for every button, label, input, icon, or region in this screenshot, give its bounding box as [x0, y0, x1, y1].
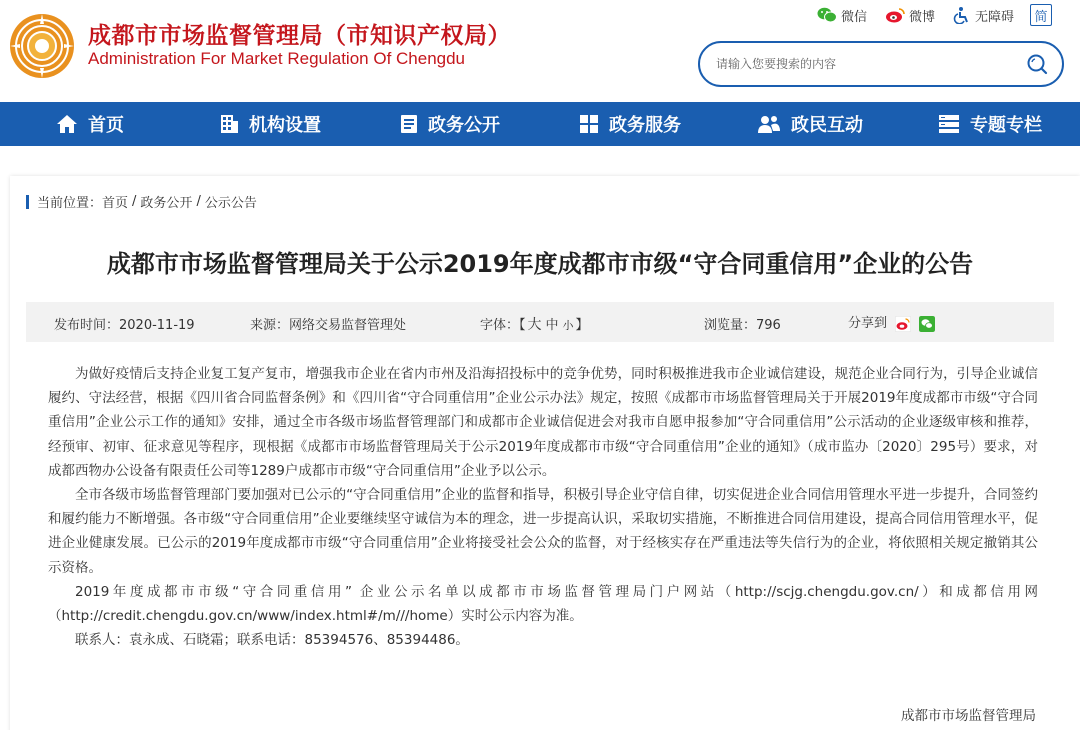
breadcrumb-separator: /: [196, 194, 201, 209]
nav-item-government-services[interactable]: [540, 102, 720, 146]
weibo-icon: [885, 7, 905, 23]
accessibility-label: 无障碍: [974, 9, 1014, 25]
top-links: [799, 4, 1052, 26]
nav-item-public-interaction[interactable]: [720, 102, 900, 146]
weibo-link[interactable]: [885, 6, 935, 25]
weibo-label: 微博: [908, 9, 935, 25]
grid-icon: [579, 114, 599, 134]
view-count: 浏览量：796: [704, 318, 781, 333]
publish-date: 发布时间：2020-11-19: [54, 318, 195, 333]
breadcrumb: [26, 192, 257, 211]
share-label: 分享到: [848, 316, 888, 331]
font-size-small-link[interactable]: 小: [562, 319, 574, 332]
breadcrumb-marker: [26, 195, 29, 209]
font-size-large-link[interactable]: 大: [527, 317, 542, 333]
search-icon[interactable]: [1026, 53, 1048, 75]
building-icon: [219, 114, 239, 134]
nav-item-label: 政务服务: [609, 115, 681, 136]
nav-item-special-topics[interactable]: [900, 102, 1080, 146]
language-toggle-button[interactable]: 简: [1030, 4, 1052, 26]
site-header: [0, 0, 1080, 102]
nav-item-label: 首页: [88, 115, 124, 136]
site-logo[interactable]: [8, 12, 76, 80]
site-title-cn: 成都市市场监督管理局（市知识产权局）: [88, 23, 511, 49]
article-source: 来源：网络交易监督管理处: [250, 318, 407, 333]
breadcrumb-separator: /: [132, 194, 137, 209]
search-box: [698, 41, 1064, 87]
accessibility-icon: [953, 6, 971, 24]
main-nav: [0, 102, 1080, 146]
article-title: 成都市市场监督管理局关于公示2019年度成都市市级“守合同重信用”企业的公告: [106, 250, 974, 278]
nav-item-label: 政民互动: [791, 115, 863, 136]
nav-item-organization[interactable]: [180, 102, 360, 146]
accessibility-link[interactable]: [953, 6, 1014, 25]
wechat-label: 微信: [840, 9, 867, 25]
article-paragraph: 联系人：袁永成、石晓霜；联系电话：85394576、85394486。: [75, 632, 469, 649]
article-paragraph: 2019年度成都市市级“守合同重信用” 企业公示名单以成都市市场监督管理局门户网站（http://scjg.chengdu.gov.cn/）和成都信用网（http://credit.chengdu.gov.cn/www/index.html#/m///home）实时公示内容为准。: [48, 583, 1038, 625]
nav-item-home[interactable]: [0, 102, 180, 146]
article-paragraph: 为做好疫情后支持企业复工复产复市，增强我市企业在省内市州及沿海招投标中的竞争优势，同时积极推进我市企业诚信建设，规范企业合同行为，引导企业诚信履约、守法经营，根据《四川省合同监督条例》和《四川省“守合同重信用”企业公示办法》规定，按照《成都市市场监督管理局关于开展2019年度成都市市级“守合同重信用”企业公示工作的通知》安排，通过全市各级市场监督管理部门和成都市企业诚信促进会对我市自愿申报参加“守合同重信用”公示活动的企业逐级审核和推荐，经预审、初审、征求意见等程序，现根据《成都市市场监督管理局关于公示2019年度成都市市级“守合同重信用”企业的通知》（成市监办〔2020〕295号）要求，对成都西物办公设备有限责任公司等1289户成都市市级“守合同重信用”企业予以公示。: [48, 366, 1038, 479]
wechat-link[interactable]: [817, 6, 867, 25]
article-body: [48, 362, 1038, 652]
article-paragraph: 全市各级市场监督管理部门要加强对已公示的“守合同重信用”企业的监督和指导，积极引导企业守信自律，切实促进企业合同信用管理水平进一步提升，合同签约和履约能力不断增强。各市级“守合同重信用”企业要继续坚守诚信为本的理念，进一步提高认识，采取切实措施，不断推进合同信用建设，提高合同信用管理水平，促进企业健康发展。已公示的2019年度成都市市级“守合同重信用”企业将接受社会公众的监督，对于经核实存在严重违法等失信行为的企业，将依照相关规定撤销其公示资格。: [48, 487, 1038, 576]
article-meta-bar: [26, 302, 1054, 342]
breadcrumb-home[interactable]: 首页: [102, 196, 129, 211]
wechat-share-icon[interactable]: [919, 316, 935, 332]
font-size-label: 字体：【: [480, 318, 526, 333]
search-input[interactable]: [716, 57, 1026, 71]
share-control: [848, 312, 935, 332]
site-title-en: Administration For Market Regulation Of Chengdu: [88, 49, 466, 68]
columns-icon: [938, 114, 960, 134]
breadcrumb-government-affairs[interactable]: 政务公开: [140, 196, 193, 211]
nav-item-label: 专题专栏: [970, 115, 1042, 136]
nav-item-label: 政务公开: [428, 115, 500, 136]
font-size-control: [480, 314, 589, 334]
article-signature: 成都市市场监督管理局: [901, 708, 1036, 724]
font-size-label-end: 】: [575, 318, 589, 333]
people-icon: [757, 114, 781, 134]
wechat-icon: [817, 7, 837, 23]
document-icon: [400, 114, 418, 134]
nav-item-government-affairs[interactable]: [360, 102, 540, 146]
breadcrumb-announcements[interactable]: 公示公告: [204, 196, 257, 211]
weibo-share-icon[interactable]: [895, 316, 911, 332]
home-icon: [56, 114, 78, 134]
article-panel: [10, 176, 1080, 730]
nav-item-label: 机构设置: [249, 115, 321, 136]
breadcrumb-label: 当前位置：: [37, 196, 103, 211]
font-size-medium-link[interactable]: 中: [545, 318, 559, 333]
